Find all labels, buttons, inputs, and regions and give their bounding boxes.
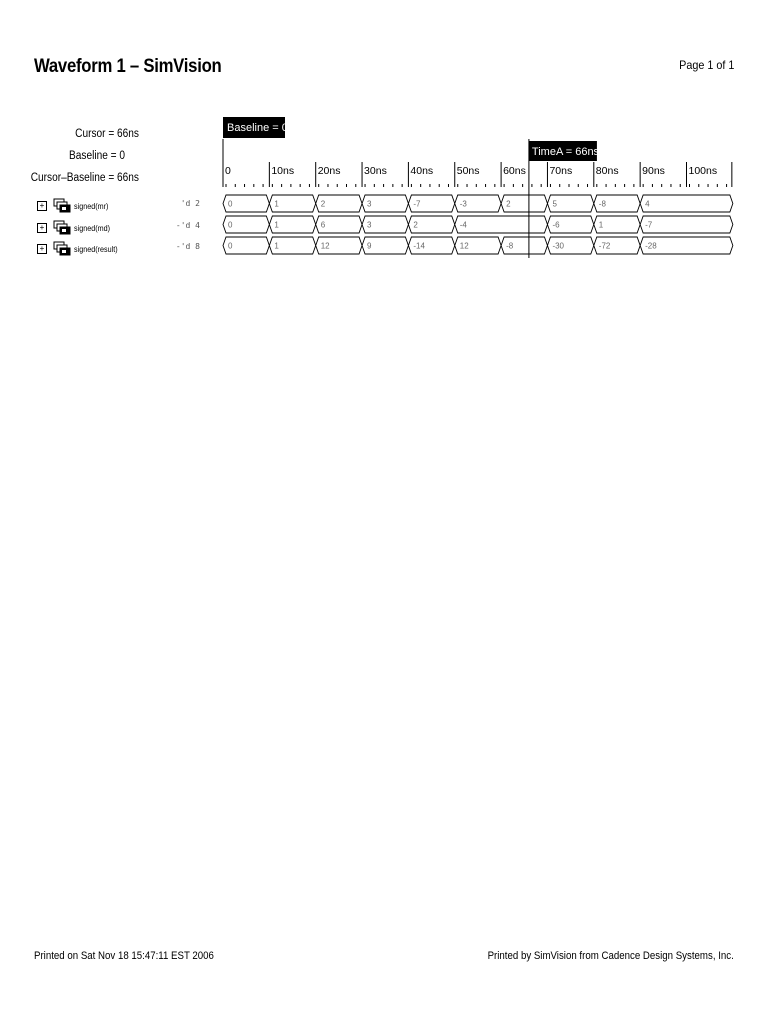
baseline-marker-label: Baseline = 0	[227, 122, 288, 134]
expand-icon[interactable]: +	[37, 244, 47, 254]
print-date: Printed on Sat Nov 18 15:47:11 EST 2006	[34, 950, 214, 962]
bus-value: -4	[459, 220, 467, 230]
signal-name: signed(mr)	[74, 202, 109, 211]
bus-value: 0	[228, 199, 233, 209]
tick-label: 90ns	[642, 165, 665, 177]
cursor-readout: Cursor = 66ns	[75, 128, 139, 140]
bus-value: 0	[228, 241, 233, 251]
tick-label: 60ns	[503, 165, 526, 177]
bus-value: 2	[413, 220, 418, 230]
signal-cursor-value: 'd 2	[180, 199, 200, 208]
expand-icon[interactable]: +	[37, 223, 47, 233]
bus-value: -72	[598, 241, 611, 251]
bus-value: 0	[228, 220, 233, 230]
bus-value: -8	[506, 241, 514, 251]
signal-name: signed(result)	[74, 245, 118, 254]
tick-label: 80ns	[595, 165, 619, 177]
bus-value: 5	[552, 199, 557, 209]
tick-label: 20ns	[317, 165, 341, 177]
baseline-readout: Baseline = 0	[69, 150, 125, 162]
bus-segment	[640, 216, 733, 233]
bus-value: -6	[552, 220, 560, 230]
tick-label: 100ns	[688, 165, 718, 177]
bus-value: 1	[274, 241, 279, 251]
tick-label: 40ns	[410, 165, 434, 177]
page-number: Page 1 of 1	[678, 58, 734, 72]
timea-marker-label: TimeA = 66ns	[531, 146, 600, 158]
bus-value: 3	[367, 220, 372, 230]
bus-value: 1	[274, 220, 279, 230]
signal-cursor-value: -'d 8	[175, 242, 200, 251]
print-source: Printed by SimVision from Cadence Design Systems, Inc.	[487, 950, 734, 962]
expand-icon[interactable]: +	[37, 201, 47, 211]
page-title: Waveform 1 – SimVision	[34, 56, 222, 77]
bus-value: 12	[459, 241, 469, 251]
bus-value: -28	[645, 241, 657, 251]
bus-segment	[455, 216, 548, 233]
bus-value: 2	[320, 199, 326, 209]
tick-label: 70ns	[549, 165, 573, 177]
bus-value: 2	[506, 199, 511, 209]
bus-value: 12	[320, 241, 330, 251]
bus-value: -30	[552, 241, 565, 251]
bus-value: -7	[645, 220, 653, 230]
tick-label: 10ns	[271, 165, 295, 177]
signal-name: signed(md)	[74, 224, 111, 233]
tick-label: 0	[225, 165, 231, 177]
bus-value: -3	[459, 199, 467, 209]
tick-label: 30ns	[364, 165, 387, 177]
bus-value: 9	[367, 241, 372, 251]
bus-value: 3	[367, 199, 372, 209]
bus-segment	[640, 195, 733, 212]
bus-value: -7	[413, 199, 421, 209]
bus-value: 1	[598, 220, 604, 230]
cursor-baseline-readout: Cursor–Baseline = 66ns	[30, 172, 139, 184]
bus-value: 6	[320, 220, 326, 230]
bus-value: 4	[645, 199, 650, 209]
tick-label: 50ns	[456, 165, 480, 177]
bus-value: 1	[274, 199, 279, 209]
bus-value: -14	[413, 241, 425, 251]
waveform-canvas	[0, 0, 768, 300]
bus-value: -8	[598, 199, 606, 209]
signal-cursor-value: -'d 4	[175, 221, 200, 230]
